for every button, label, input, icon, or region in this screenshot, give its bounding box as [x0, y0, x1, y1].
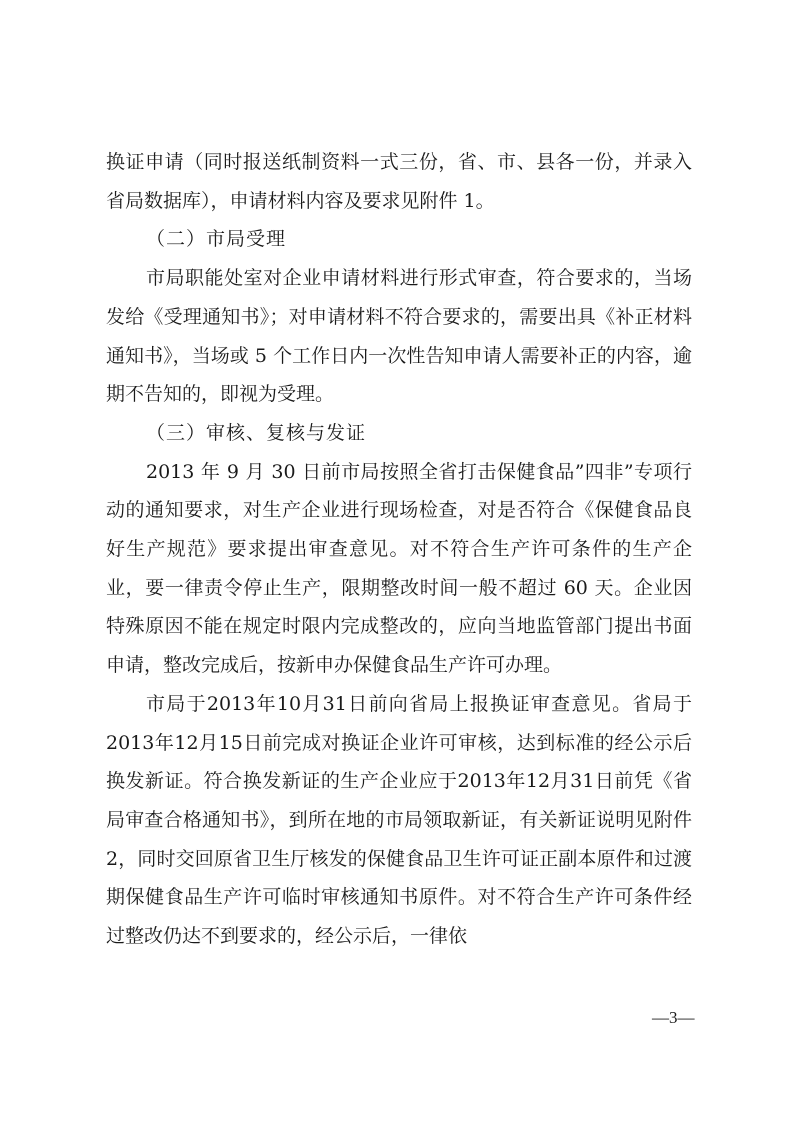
paragraph-acceptance: 市局职能处室对企业申请材料进行形式审查，符合要求的，当场发给《受理通知书》；对申请材料不符合要求的，需要出具《补正材料通知书》，当场或 5 个工作日内一次性告知申请人需要补正的内容，逾期不告知的，即视为受理。: [106, 267, 692, 406]
document-body: [106, 143, 692, 956]
paragraph-inspection: 2013 年 9 月 30 日前市局按照全省打击保健食品”四非”专项行动的通知要求，对生产企业进行现场检查，对是否符合《保健食品良好生产规范》要求提出审查意见。对不符合生产许可条件的生产企业，要一律责令停止生产，限期整改时间一般不超过 60 天。企业因特殊原因不能在规定时限内完成整改的，应向当地监管部门提出书面申请，整改完成后，按新申办保健食品生产许可办理。: [106, 460, 692, 677]
paragraph-certification: 市局于2013年10月31日前向省局上报换证审查意见。省局于2013年12月15日前完成对换证企业许可审核，达到标准的经公示后换发新证。符合换发新证的生产企业应于2013年12月31日前凭《省局审查合格通知书》，到所在地的市局领取新证，有关新证说明见附件2，同时交回原省卫生厅核发的保健食品卫生许可证正副本原件和过渡期保健食品生产许可临时审核通知书原件。对不符合生产许可条件经过整改仍达不到要求的，经公示后，一律依: [106, 692, 692, 948]
section-heading-2: （二）市局受理: [146, 228, 287, 251]
section-heading-3: （三）审核、复核与发证: [146, 421, 367, 444]
paragraph-continuation: 换证申请（同时报送纸制资料一式三份，省、市、县各一份，并录入省局数据库），申请材料内容及要求见附件 1。: [106, 151, 692, 212]
page-number: —3—: [652, 1008, 695, 1027]
